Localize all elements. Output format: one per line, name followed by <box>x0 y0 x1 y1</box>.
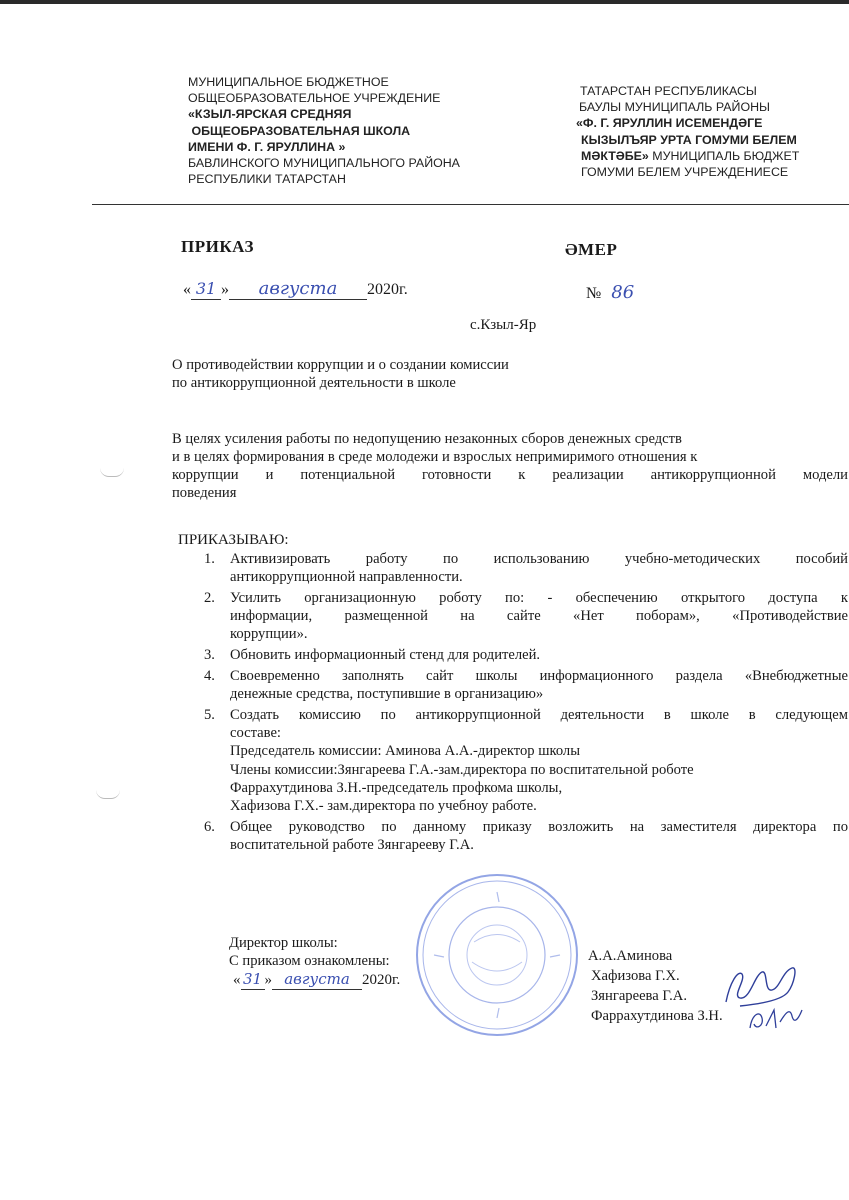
item-number: 5. <box>204 707 215 723</box>
list-item <box>178 589 848 644</box>
date-quote: « <box>183 281 191 298</box>
footer-month-field <box>272 970 362 990</box>
header-right-line: ГОМУМИ БЕЛЕМ УЧРЕЖДЕНИЕСЕ <box>581 165 789 180</box>
header-left <box>188 74 460 187</box>
list-item <box>178 818 848 854</box>
school-name-tt-line: «Ф. Г. ЯРУЛЛИН ИСЕМЕНДӘГЕ <box>576 116 763 131</box>
order-date <box>183 278 408 300</box>
commission-member: Фаррахутдинова З.Н.-председатель профкома школы, <box>230 779 563 796</box>
header-left-line: ОБЩЕОБРАЗОВАТЕЛЬНОЕ УЧРЕЖДЕНИЕ <box>188 91 441 106</box>
header-left-line: МУНИЦИПАЛЬНОЕ БЮДЖЕТНОЕ <box>188 75 389 89</box>
school-name-line: ИМЕНИ Ф. Г. ЯРУЛЛИНА » <box>188 139 346 154</box>
commission-member: Члены комиссии:Зянгареева Г.А.-зам.директора по воспитательной роботе <box>230 761 694 778</box>
signatory-name: Хафизова Г.Х. <box>591 968 680 984</box>
preamble-line: В целях усиления работы по недопущению незаконных сборов денежных средств <box>172 431 682 447</box>
school-name-tt-line: КЫЗЫЛЪЯР УРТА ГОМУМИ БЕЛЕМ <box>581 132 797 147</box>
preamble-line: и в целях формирования в среде молодежи и взрослых непримиримого отношения к <box>172 449 698 465</box>
order-items <box>178 550 848 857</box>
number-label: № <box>586 285 602 302</box>
item-number: 3. <box>204 647 215 664</box>
item-line: Своевременно заполнять сайт школы информационного раздела «Внебюджетные <box>230 668 848 684</box>
item-line: информации, размещенной на сайте «Нет поборам», «Противодействие <box>230 608 848 625</box>
scan-top-edge <box>0 0 849 4</box>
commission-chair: Председатель комиссии: Аминова А.А.-директор школы <box>230 743 581 760</box>
header-right-line: БАУЛЫ МУНИЦИПАЛЬ РАЙОНЫ <box>579 100 771 115</box>
list-item <box>178 550 848 586</box>
date-year: 2020г. <box>367 281 408 298</box>
item-number: 1. <box>204 551 215 567</box>
list-item <box>178 667 848 703</box>
item-line: денежные средства, поступившие в организацию» <box>230 686 544 703</box>
item-line: Активизировать работу по использованию учебно-методических пособий <box>230 551 848 567</box>
scan-mark <box>96 790 120 799</box>
header-right <box>576 83 799 180</box>
date-quote: » <box>221 281 229 298</box>
acquainted-label: С приказом ознакомлены: <box>229 953 390 969</box>
subject-line: по антикоррупционной деятельности в школе <box>172 375 456 391</box>
order-number <box>586 282 634 303</box>
header-right-line <box>576 148 799 164</box>
subject <box>172 356 509 392</box>
school-name-line: ОБЩЕОБРАЗОВАТЕЛЬНАЯ ШКОЛА <box>188 123 411 138</box>
place: с.Кзыл-Яр <box>470 317 537 333</box>
date-month-handwritten: августа <box>258 278 338 299</box>
date-day-handwritten: 31 <box>195 279 217 298</box>
footer-year: 2020г. <box>362 972 401 988</box>
footer-date <box>229 970 400 990</box>
preamble-line: коррупции и потенциальной готовности к реализации антикоррупционной модели <box>172 467 848 483</box>
commission-member: Хафизова Г.Х.- зам.директора по учебноу работе. <box>230 798 537 815</box>
header-divider <box>92 204 849 205</box>
header-left-line: БАВЛИНСКОГО МУНИЦИПАЛЬНОГО РАЙОНА <box>188 156 460 171</box>
scan-mark <box>100 468 124 477</box>
item-line: Общее руководство по данному приказу возложить на заместителя директора по <box>230 818 848 835</box>
signature-farrahutdinova <box>746 1002 806 1036</box>
official-stamp <box>414 872 580 1038</box>
footer-left <box>229 934 400 990</box>
preamble <box>172 430 848 502</box>
footer-day-field <box>241 970 265 990</box>
footer-day-handwritten: 31 <box>242 970 263 988</box>
item-number: 6. <box>204 818 215 835</box>
list-item <box>178 706 848 815</box>
preamble-line: поведения <box>172 485 237 501</box>
header-left-line: РЕСПУБЛИКИ ТАТАРСТАН <box>188 172 346 187</box>
order-word: ПРИКАЗЫВАЮ: <box>178 532 289 548</box>
header-right-part: МУНИЦИПАЛЬ БЮДЖЕТ <box>648 148 800 163</box>
date-month-field <box>229 278 367 300</box>
subject-line: О противодействии коррупции и о создании комиссии <box>172 357 509 373</box>
item-line: антикоррупционной направленности. <box>230 569 463 586</box>
header-right-line: ТАТАРСТАН РЕСПУБЛИКАСЫ <box>580 84 757 98</box>
order-title-ru: ПРИКАЗ <box>181 237 254 256</box>
signatory-name: А.А.Аминова <box>588 948 673 964</box>
date-quote: » <box>264 972 272 988</box>
school-name-tt-part: МӘКТӘБЕ» <box>581 148 649 163</box>
footer-names <box>588 946 723 1026</box>
item-number: 2. <box>204 590 215 606</box>
school-name-line: «КЗЫЛ-ЯРСКАЯ СРЕДНЯЯ <box>188 107 352 122</box>
item-line: Создать комиссию по антикоррупционной деятельности в школе в следующем <box>230 707 848 723</box>
date-quote: « <box>233 972 241 988</box>
list-item <box>178 646 848 664</box>
item-line: коррупции». <box>230 626 308 643</box>
footer-month-handwritten: августа <box>284 970 350 988</box>
signatory-name: Зянгареева Г.А. <box>591 988 687 1004</box>
item-line: составе: <box>230 725 281 742</box>
item-line: Обновить информационный стенд для родителей. <box>230 647 541 664</box>
item-line: Усилить организационную роботу по: - обеспечению открытого доступа к <box>230 590 848 606</box>
number-handwritten: 86 <box>611 282 635 303</box>
director-label: Директор школы: <box>229 935 338 951</box>
signatory-name: Фаррахутдинова З.Н. <box>591 1008 723 1024</box>
order-title-tt: ӘМЕР <box>565 240 618 259</box>
item-line: воспитательной работе Зянгарееву Г.А. <box>230 837 474 854</box>
date-day-field <box>191 279 221 300</box>
item-number: 4. <box>204 668 215 684</box>
